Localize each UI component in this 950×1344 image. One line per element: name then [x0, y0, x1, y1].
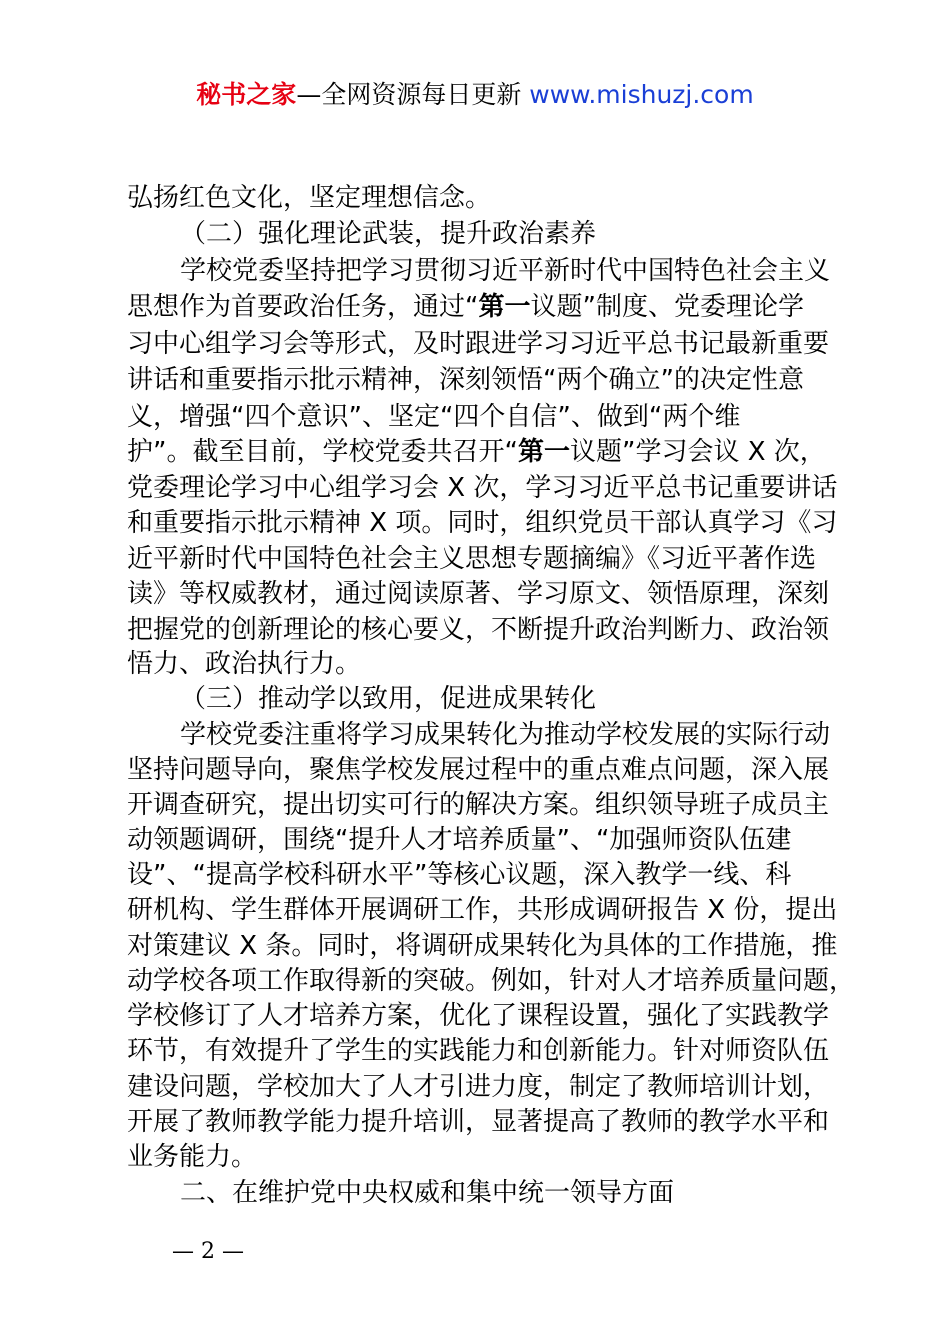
text-line: （二）强化理论武装，提升政治素养 [180, 219, 597, 249]
text-line: 动学校各项工作取得新的突破。例如，针对人才培养质量问题， [127, 966, 856, 996]
text-line: 坚持问题导向，聚焦学校发展过程中的重点难点问题，深入展 [127, 755, 830, 785]
text-line: 读》等权威教材，通过阅读原著、学习原文、领悟原理，深刻 [127, 579, 830, 609]
text-line: （三）推动学以致用，促进成果转化 [180, 684, 597, 714]
text-line: 把握党的创新理论的核心要义，不断提升政治判断力、政治领 [127, 615, 830, 645]
header-tagline: —全网资源每日更新 [296, 80, 522, 109]
text-line: 学校党委坚持把学习贯彻习近平新时代中国特色社会主义 [180, 256, 831, 286]
text-line: 和重要指示批示精神 X 项。同时，组织党员干部认真学习《习 [127, 508, 838, 538]
text-line: 弘扬红色文化，坚定理想信念。 [127, 183, 492, 213]
site-url[interactable]: www.mishuzj.com [529, 80, 754, 109]
site-header [0, 78, 950, 112]
text-line: 研机构、学生群体开展调研工作，共形成调研报告 X 份，提出 [127, 895, 838, 925]
text-line: 党委理论学习中心组学习会 X 次，学习习近平总书记重要讲话 [127, 473, 838, 503]
text-line: 开展了教师教学能力提升培训，显著提高了教师的教学水平和 [127, 1107, 830, 1137]
text-line: 设”、“提高学校科研水平”等核心议题，深入教学一线、科 [127, 860, 792, 890]
text-line: 建设问题，学校加大了人才引进力度，制定了教师培训计划， [127, 1072, 830, 1102]
page-number: — 2 — [172, 1239, 244, 1264]
text-line: 业务能力。 [127, 1142, 258, 1172]
text-line: 开调查研究，提出切实可行的解决方案。组织领导班子成员主 [127, 790, 830, 820]
brand-name: 秘书之家 [196, 80, 297, 109]
text-line: 近平新时代中国特色社会主义思想专题摘编》《习近平著作选 [127, 544, 817, 574]
text-line: 习中心组学习会等形式，及时跟进学习习近平总书记最新重要 [127, 329, 830, 359]
text-line: 思想作为首要政治任务，通过“第一议题”制度、党委理论学 [127, 292, 804, 322]
text-line: 环节，有效提升了学生的实践能力和创新能力。针对师资队伍 [127, 1036, 830, 1066]
text-line: 学校修订了人才培养方案，优化了课程设置，强化了实践教学 [127, 1001, 830, 1031]
text-line: 护”。截至目前，学校党委共召开“第一议题”学习会议 X 次， [127, 437, 826, 467]
text-line: 讲话和重要指示批示精神，深刻领悟“两个确立”的决定性意 [127, 365, 804, 395]
text-line: 二、在维护党中央权威和集中统一领导方面 [180, 1178, 675, 1208]
text-line: 动领题调研，围绕“提升人才培养质量”、“加强师资队伍建 [127, 825, 792, 855]
text-line: 对策建议 X 条。同时，将调研成果转化为具体的工作措施，推 [127, 931, 838, 961]
text-line: 学校党委注重将学习成果转化为推动学校发展的实际行动 [180, 720, 831, 750]
text-line: 悟力、政治执行力。 [127, 649, 362, 679]
text-line: 义，增强“四个意识”、坚定“四个自信”、做到“两个维 [127, 402, 741, 432]
